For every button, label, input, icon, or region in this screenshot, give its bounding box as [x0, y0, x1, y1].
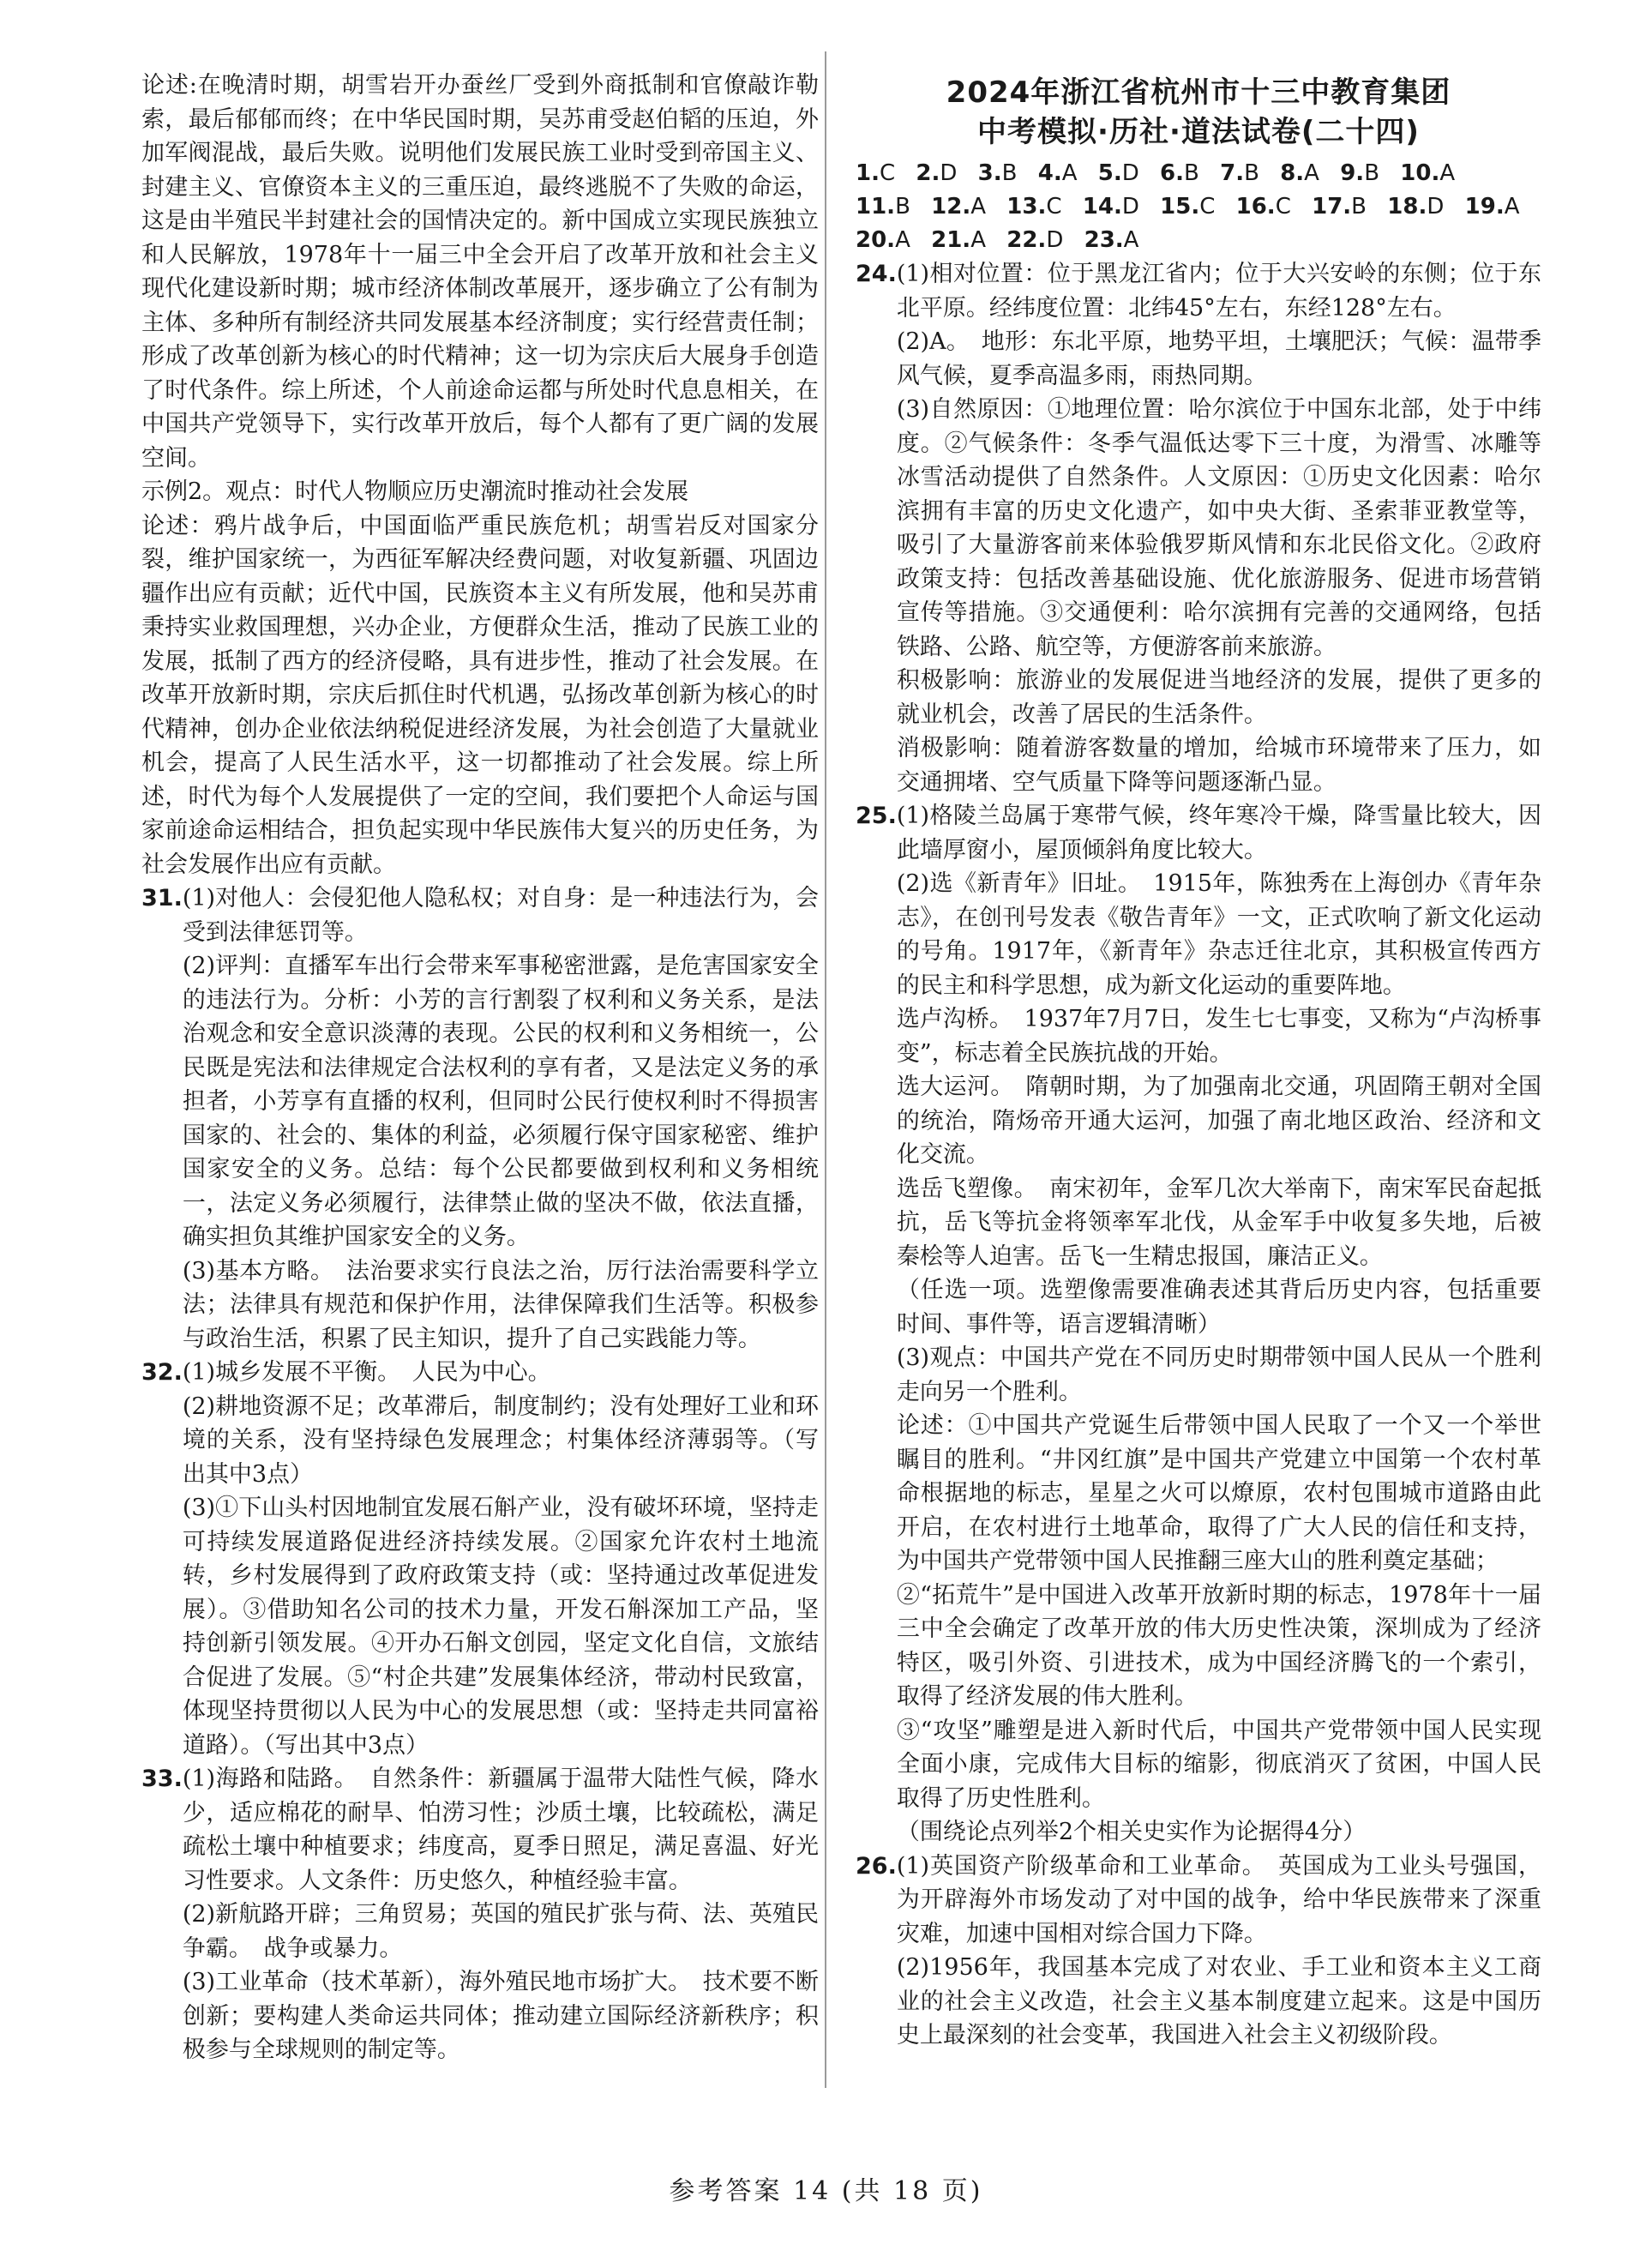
- mc-question-number: 2.: [916, 160, 940, 186]
- answer-part: （围绕论点列举2个相关史实作为论据得4分）: [896, 1819, 1367, 1845]
- question-number: 32.: [141, 1359, 183, 1386]
- answer-part: (3)工业革命（技术革新），海外殖民地市场扩大。 技术要不断创新；要构建人类命运共同体；推动建立国际经济新秩序；积极参与全球规则的制定等。: [182, 1969, 819, 2063]
- mc-choice: D: [940, 160, 958, 186]
- mc-choice: C: [1275, 194, 1291, 220]
- mc-answer: [1236, 194, 1291, 220]
- question-number: 24.: [856, 261, 897, 287]
- mc-choice: B: [1351, 194, 1367, 220]
- mc-question-number: 8.: [1280, 160, 1305, 186]
- answer-part: 选卢沟桥。 1937年7月7日，发生七七事变，又称为“卢沟桥事变”，标志着全民族抗战的开始。: [896, 1006, 1541, 1067]
- mc-question-number: 17.: [1312, 194, 1352, 220]
- mc-answer: [856, 160, 895, 186]
- mc-answer: [1160, 160, 1199, 186]
- mc-choice: A: [970, 227, 986, 253]
- mc-choice: B: [1001, 160, 1018, 186]
- question-number: 26.: [856, 1852, 897, 1880]
- mc-answer: [1038, 160, 1078, 186]
- mc-question-number: 3.: [977, 160, 1002, 186]
- mc-choice: A: [1439, 160, 1456, 186]
- question-number: 31.: [141, 885, 183, 911]
- question-33: [141, 1762, 819, 2067]
- mc-answer: [1465, 194, 1520, 220]
- mc-answer: [1006, 194, 1061, 220]
- answer-part: 选大运河。 隋朝时期，为了加强南北交通，巩固隋王朝对全国的统治，隋炀帝开通大运河，加强了南北地区政治、经济和文化交流。: [896, 1074, 1541, 1168]
- answer-part: (1)格陵兰岛属于寒带气候，终年寒冷干燥，降雪量比较大，因此墙厚窗小，屋顶倾斜角度比较大。: [896, 803, 1541, 863]
- mc-answer: [1280, 160, 1319, 186]
- mc-answer: [1098, 160, 1139, 186]
- mc-question-number: 22.: [1006, 227, 1047, 253]
- question-31: [141, 881, 819, 1356]
- answer-part: (3)基本方略。 法治要求实行良法之治，厉行法治需要科学立法；法律具有规范和保护作用，法律保障我们生活等。积极参与政治生活，积累了民主知识，提升了自己实践能力等。: [182, 1257, 819, 1352]
- mc-choice: A: [970, 194, 987, 220]
- mc-answer: [1160, 194, 1215, 220]
- question-32: [141, 1356, 819, 1762]
- mc-question-number: 12.: [931, 194, 971, 220]
- column-divider: [825, 51, 826, 2088]
- essay-paragraph: 论述：鸦片战争后，中国面临严重民族危机；胡雪岩反对国家分裂，维护国家统一，为西征军解决经费问题，对收复新疆、巩固边疆作出应有贡献；近代中国，民族资本主义有所发展，他和吴苏甫秉持实业救国理想，兴办企业，方便群众生活，推动了民族工业的发展，抵制了西方的经济侵略，具有进步性，推动了社会发展。在改革开放新时期，宗庆后抓住时代机遇，弘扬改革创新为核心的时代精神，创办企业依法纳税促进经济发展，为社会创造了大量就业机会，提高了人民生活水平，这一切都推动了社会发展。综上所述，时代为每个人发展提供了一定的空间，我们要把个人命运与国家前途命运相结合，担负起实现中华民族伟大复兴的历史任务，为社会发展作出应有贡献。: [141, 512, 819, 878]
- answer-part: （任选一项。选塑像需要准确表述其背后历史内容，包括重要时间、事件等，语言逻辑清晰）: [896, 1277, 1541, 1338]
- question-25: [856, 799, 1541, 1850]
- answer-part: (1)相对位置：位于黑龙江省内；位于大兴安岭的东侧；位于东北平原。经纬度位置：北纬45°左右，东经128°左右。: [896, 261, 1541, 322]
- answer-part: (1)英国资产阶级革命和工业革命。 英国成为工业头号强国，为开辟海外市场发动了对中国的战争，给中华民族带来了深重灾难，加速中国相对综合国力下降。: [896, 1852, 1541, 1947]
- mc-answer: [1312, 194, 1367, 220]
- answer-part: 论述：①中国共产党诞生后带领中国人民取了一个又一个举世瞩目的胜利。“井冈红旗”是中国共产党建立中国第一个农村革命根据地的标志，星星之火可以燎原，农村包围城市道路由此开启，在农村进行土地革命，取得了广大人民的信任和支持，为中国共产党带领中国人民推翻三座大山的胜利奠定基础；: [896, 1412, 1541, 1574]
- mc-answer: [1084, 227, 1139, 253]
- mc-question-number: 16.: [1235, 194, 1276, 220]
- answer-part: (2)1956年，我国基本完成了对农业、手工业和资本主义工商业的社会主义改造，社会主义基本制度建立起来。这是中国历史上最深刻的社会变革，我国进入社会主义初级阶段。: [896, 1954, 1541, 2048]
- mc-question-number: 14.: [1082, 194, 1122, 220]
- answer-part: (3)①下山头村因地制宜发展石斛产业，没有破坏环境，坚持走可持续发展道路促进经济持续发展。②国家允许农村土地流转，乡村发展得到了政府政策支持（或：坚持通过改革促进发展）。③借助知名公司的技术力量，开发石斛深加工产品，坚持创新引领发展。④开办石斛文创园，坚定文化自信，文旅结合促进了发展。⑤“村企共建”发展集体经济，带动村民致富，体现坚持贯彻以人民为中心的发展思想（或：坚持走共同富裕道路）。（写出其中3点）: [182, 1495, 819, 1759]
- mc-choice: A: [1123, 227, 1139, 253]
- mc-answer: [1340, 160, 1379, 186]
- mc-choice: D: [1046, 227, 1064, 253]
- mc-answer: [931, 227, 986, 253]
- answer-part: (2)评判：直播军车出行会带来军事秘密泄露，是危害国家安全的违法行为。分析：小芳的言行割裂了权利和义务关系，是法治观念和安全意识淡薄的表现。公民的权利和义务相统一，公民既是宪法和法律规定合法权利的享有者，又是法定义务的承担者，小芳享有直播的权利，但同时公民行使权利时不得损害国家的、社会的、集体的利益，必须履行保守国家秘密、维护国家安全的义务。总结：每个公民都要做到权利和义务相统一，法定义务必须履行，法律禁止做的坚决不做，依法直播，确实担负其维护国家安全的义务。: [182, 953, 819, 1250]
- mc-choice: A: [1061, 160, 1078, 186]
- right-column: [856, 73, 1541, 2053]
- mc-choice: B: [1364, 160, 1380, 186]
- mc-choice: D: [1427, 194, 1445, 220]
- mc-choice: C: [1199, 194, 1216, 220]
- mc-question-number: 4.: [1037, 160, 1062, 186]
- answer-part: (3)观点：中国共产党在不同历史时期带领中国人民从一个胜利走向另一个胜利。: [896, 1345, 1541, 1405]
- question-number: 25.: [856, 803, 897, 829]
- mc-question-number: 19.: [1464, 194, 1505, 220]
- answer-part: 积极影响：旅游业的发展促进当地经济的发展，提供了更多的就业机会，改善了居民的生活条件。: [896, 667, 1541, 728]
- mc-question-number: 11.: [856, 194, 896, 220]
- mc-answer: [931, 194, 986, 220]
- mc-choice: B: [895, 194, 910, 220]
- mc-choice: A: [1504, 194, 1520, 220]
- mc-choice: D: [1121, 194, 1139, 220]
- left-column: [141, 69, 819, 2067]
- mc-answer: [1083, 194, 1139, 220]
- mc-question-number: 7.: [1220, 160, 1245, 186]
- mc-choice: A: [895, 227, 910, 253]
- answer-part: (1)城乡发展不平衡。 人民为中心。: [182, 1359, 551, 1386]
- mc-choice: C: [1046, 194, 1062, 220]
- multiple-choice-answers: [856, 157, 1541, 257]
- answer-part: (1)对他人：会侵犯他人隐私权；对自身：是一种违法行为，会受到法律惩罚等。: [182, 885, 819, 946]
- mc-question-number: 18.: [1387, 194, 1427, 220]
- mc-question-number: 20.: [856, 227, 896, 253]
- answer-part: (1)海路和陆路。 自然条件：新疆属于温带大陆性气候，降水少，适应棉花的耐旱、怕涝习性；沙质土壤，比较疏松，满足疏松土壤中种植要求；纬度高，夏季日照足，满足喜温、好光习性要求。人文条件：历史悠久，种植经验丰富。: [182, 1766, 819, 1894]
- mc-question-number: 15.: [1160, 194, 1200, 220]
- answer-part: (2)新航路开辟；三角贸易；英国的殖民扩张与荷、法、英殖民争霸。 战争或暴力。: [182, 1901, 819, 1962]
- question-26: [856, 1850, 1541, 2053]
- answer-part: (2)耕地资源不足；改革滞后，制度制约；没有处理好工业和环境的关系，没有坚持绿色发展理念；村集体经济薄弱等。（写出其中3点）: [182, 1393, 819, 1488]
- answer-part: (2)A。 地形：东北平原，地势平坦，土壤肥沃；气候：温带季风气候，夏季高温多雨，雨热同期。: [896, 328, 1541, 389]
- mc-question-number: 10.: [1400, 160, 1440, 186]
- answer-part: ②“拓荒牛”是中国进入改革开放新时期的标志，1978年十一届三中全会确定了改革开放的伟大历史性决策，深圳成为了经济特区，吸引外资、引进技术，成为中国经济腾飞的一个索引，取得了经济发展的伟大胜利。: [896, 1581, 1541, 1710]
- question-number: 33.: [141, 1766, 183, 1792]
- mc-question-number: 6.: [1160, 160, 1184, 186]
- essay-paragraph: 论述:在晚清时期，胡雪岩开办蚕丝厂受到外商抵制和官僚敲诈勒索，最后郁郁而终；在中华民国时期，吴苏甫受赵伯韬的压迫，外加军阀混战，最后失败。说明他们发展民族工业时受到帝国主义、封建主义、官僚资本主义的三重压迫，最终逃脱不了失败的命运，这是由半殖民半封建社会的国情决定的。新中国成立实现民族独立和人民解放，1978年十一届三中全会开启了改革开放和社会主义现代化建设新时期；城市经济体制改革展开，逐步确立了公有制为主体、多种所有制经济共同发展基本经济制度；实行经营责任制；形成了改革创新为核心的时代精神；这一切为宗庆后大展身手创造了时代条件。综上所述，个人前途命运都与所处时代息息相关，在中国共产党领导下，实行改革开放后，每个人都有了更广阔的发展空间。: [141, 72, 819, 472]
- mc-question-number: 23.: [1084, 227, 1124, 253]
- page-footer: 参考答案 14 (共 18 页): [669, 2176, 983, 2206]
- answer-part: (2)选《新青年》旧址。 1915年，陈独秀在上海创办《青年杂志》，在创刊号发表《敬告青年》一文，正式吹响了新文化运动的号角。1917年，《新青年》杂志迁往北京，其积极宣传西方的民主和科学思想，成为新文化运动的重要阵地。: [896, 870, 1541, 999]
- answer-part: (3)自然原因：①地理位置：哈尔滨位于中国东北部，处于中纬度。②气候条件：冬季气温低达零下三十度，为滑雪、冰雕等冰雪活动提供了自然条件。人文原因：①历史文化因素：哈尔滨拥有丰富的历史文化遗产，如中央大街、圣索菲亚教堂等，吸引了大量游客前来体验俄罗斯风情和东北民俗文化。②政府政策支持：包括改善基础设施、优化旅游服务、促进市场营销宣传等措施。③交通便利：哈尔滨拥有完善的交通网络，包括铁路、公路、航空等，方便游客前来旅游。: [896, 396, 1541, 660]
- mc-answer: [1387, 194, 1444, 220]
- mc-answer: [1220, 160, 1259, 186]
- mc-answer: [916, 160, 957, 186]
- mc-question-number: 1.: [856, 160, 880, 186]
- mc-question-number: 9.: [1340, 160, 1365, 186]
- mc-answer: [856, 227, 910, 253]
- mc-choice: B: [1244, 160, 1259, 186]
- mc-choice: D: [1121, 160, 1139, 186]
- mc-answer: [856, 194, 910, 220]
- answer-part: 选岳飞塑像。 南宋初年，金军几次大举南下，南宋军民奋起抵抗，岳飞等抗金将领率军北伐，从金军手中收复多失地，后被秦桧等人迫害。岳飞一生精忠报国，廉洁正义。: [896, 1175, 1541, 1270]
- answer-part: 消极影响：随着游客数量的增加，给城市环境带来了压力，如交通拥堵、空气质量下降等问题逐渐凸显。: [896, 735, 1541, 796]
- exam-title-line1: 2024年浙江省杭州市十三中教育集团: [946, 75, 1451, 110]
- mc-choice: C: [879, 160, 896, 186]
- mc-choice: B: [1184, 160, 1199, 186]
- example-heading: 示例2。观点：时代人物顺应历史潮流时推动社会发展: [141, 478, 689, 505]
- question-24: [856, 257, 1541, 799]
- mc-question-number: 21.: [931, 227, 971, 253]
- mc-choice: A: [1304, 160, 1319, 186]
- answer-part: ③“攻坚”雕塑是进入新时代后，中国共产党带领中国人民实现全面小康，完成伟大目标的缩影，彻底消灭了贫困，中国人民取得了历史性胜利。: [896, 1717, 1541, 1812]
- mc-answer: [1400, 160, 1455, 186]
- mc-question-number: 13.: [1006, 194, 1047, 220]
- mc-answer: [978, 160, 1018, 186]
- mc-question-number: 5.: [1097, 160, 1122, 186]
- mc-answer: [1006, 227, 1063, 253]
- exam-title-line2: 中考模拟·历社·道法试卷(二十四): [977, 115, 1420, 149]
